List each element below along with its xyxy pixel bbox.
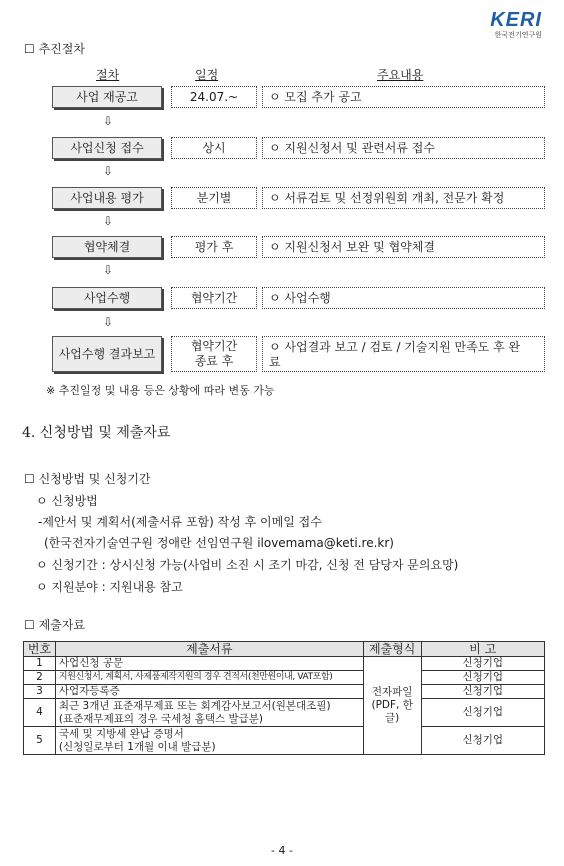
page-number: - 4 - bbox=[271, 844, 293, 857]
down-arrow-icon: ⇩ bbox=[103, 214, 114, 228]
step-box: 사업수행 결과보고 bbox=[52, 336, 162, 372]
step-box: 협약체결 bbox=[52, 236, 162, 258]
method-line: (한국전자기술연구원 정애란 선임연구원 ilovemama@keti.re.kr) bbox=[44, 536, 394, 550]
method-line: -제안서 및 계획서(제출서류 포함) 작성 후 이메일 접수 bbox=[38, 515, 322, 529]
content-box: ㅇ 지원신청서 및 관련서류 접수 bbox=[262, 137, 545, 159]
table-row bbox=[24, 671, 545, 685]
cell-remark: 신청기업 bbox=[421, 657, 544, 671]
checkbox-square-icon: ☐ bbox=[24, 472, 35, 486]
content-box: ㅇ 사업수행 bbox=[262, 287, 545, 309]
cell-no: 5 bbox=[24, 727, 56, 755]
cell-format: 전자파일 (PDF, 한글) bbox=[363, 657, 421, 755]
cell-no: 1 bbox=[24, 657, 56, 671]
cell-doc: 지원신청서, 계획서, 사제품제작지원의 경우 견적서(천만원이내, VAT포함) bbox=[55, 671, 363, 685]
cell-remark: 신청기업 bbox=[421, 727, 544, 755]
table-row bbox=[24, 699, 545, 727]
step-box: 사업내용 평가 bbox=[52, 187, 162, 209]
period-item: ㅇ 신청기간 : 상시신청 가능(사업비 소진 시 조기 마감, 신청 전 담당자 문의요망) bbox=[36, 558, 459, 572]
header-schedule: 일정 bbox=[195, 68, 219, 82]
schedule-box: 상시 bbox=[171, 137, 257, 159]
table-row bbox=[24, 727, 545, 755]
schedule-box: 평가 후 bbox=[171, 236, 257, 258]
cell-no: 4 bbox=[24, 699, 56, 727]
method-title: ☐ 신청방법 및 신청기간 bbox=[24, 472, 151, 486]
content-box: ㅇ 지원신청서 보완 및 협약체결 bbox=[262, 236, 545, 258]
down-arrow-icon: ⇩ bbox=[103, 315, 114, 329]
step-box: 사업신청 접수 bbox=[52, 137, 162, 159]
cell-doc: 최근 3개년 표준재무제표 또는 회계감사보고서(원본대조필) (표준재무제표의 경우 국세청 홈택스 발급분) bbox=[55, 699, 363, 727]
checkbox-square-icon: ☐ bbox=[24, 42, 35, 56]
content-box: ㅇ 모집 추가 공고 bbox=[262, 86, 545, 108]
step-box: 사업 재공고 bbox=[52, 86, 162, 108]
cell-remark: 신청기업 bbox=[421, 699, 544, 727]
cell-no: 3 bbox=[24, 685, 56, 699]
th-no: 번호 bbox=[24, 642, 56, 657]
th-remark: 비 고 bbox=[421, 642, 544, 657]
procedure-title: ☐ 추진절차 bbox=[24, 42, 85, 56]
step-box: 사업수행 bbox=[52, 287, 162, 309]
content-box: ㅇ 서류검토 및 선정위원회 개최, 전문가 확정 bbox=[262, 187, 545, 209]
schedule-box: 24.07.~ bbox=[171, 86, 257, 108]
th-doc: 제출서류 bbox=[55, 642, 363, 657]
logo-subtext: 한국전기연구원 bbox=[494, 31, 542, 39]
header-content: 주요내용 bbox=[377, 68, 424, 82]
schedule-box: 분기별 bbox=[171, 187, 257, 209]
schedule-box: 협약기간 종료 후 bbox=[171, 336, 257, 372]
cell-no: 2 bbox=[24, 671, 56, 685]
cell-doc: 사업자등록증 bbox=[55, 685, 363, 699]
procedure-note: ※ 추진일정 및 내용 등은 상황에 따라 변동 가능 bbox=[46, 384, 275, 397]
docs-table bbox=[23, 641, 545, 755]
docs-title: ☐ 제출자료 bbox=[24, 618, 85, 632]
cell-doc: 국세 및 지방세 완납 증명서 (신청일로부터 1개월 이내 발급분) bbox=[55, 727, 363, 755]
checkbox-square-icon: ☐ bbox=[24, 618, 35, 632]
schedule-box: 협약기간 bbox=[171, 287, 257, 309]
th-format: 제출형식 bbox=[363, 642, 421, 657]
down-arrow-icon: ⇩ bbox=[103, 114, 114, 128]
cell-remark: 신청기업 bbox=[421, 671, 544, 685]
section-title: 4. 신청방법 및 제출자료 bbox=[22, 425, 171, 441]
table-row bbox=[24, 657, 545, 671]
table-row bbox=[24, 685, 545, 699]
content-box: ㅇ 사업결과 보고 / 검토 / 기술지원 만족도 후 완 료 bbox=[262, 336, 545, 372]
down-arrow-icon: ⇩ bbox=[103, 164, 114, 178]
down-arrow-icon: ⇩ bbox=[103, 263, 114, 277]
logo-text: KERI bbox=[490, 9, 542, 31]
field-item: ㅇ 지원분야 : 지원내용 참고 bbox=[36, 580, 183, 594]
cell-remark: 신청기업 bbox=[421, 685, 544, 699]
cell-doc: 사업신청 공문 bbox=[55, 657, 363, 671]
header-step: 절차 bbox=[96, 68, 120, 82]
keri-logo bbox=[490, 10, 542, 40]
method-item: ㅇ 신청방법 bbox=[36, 494, 98, 508]
table-header-row bbox=[24, 642, 545, 657]
